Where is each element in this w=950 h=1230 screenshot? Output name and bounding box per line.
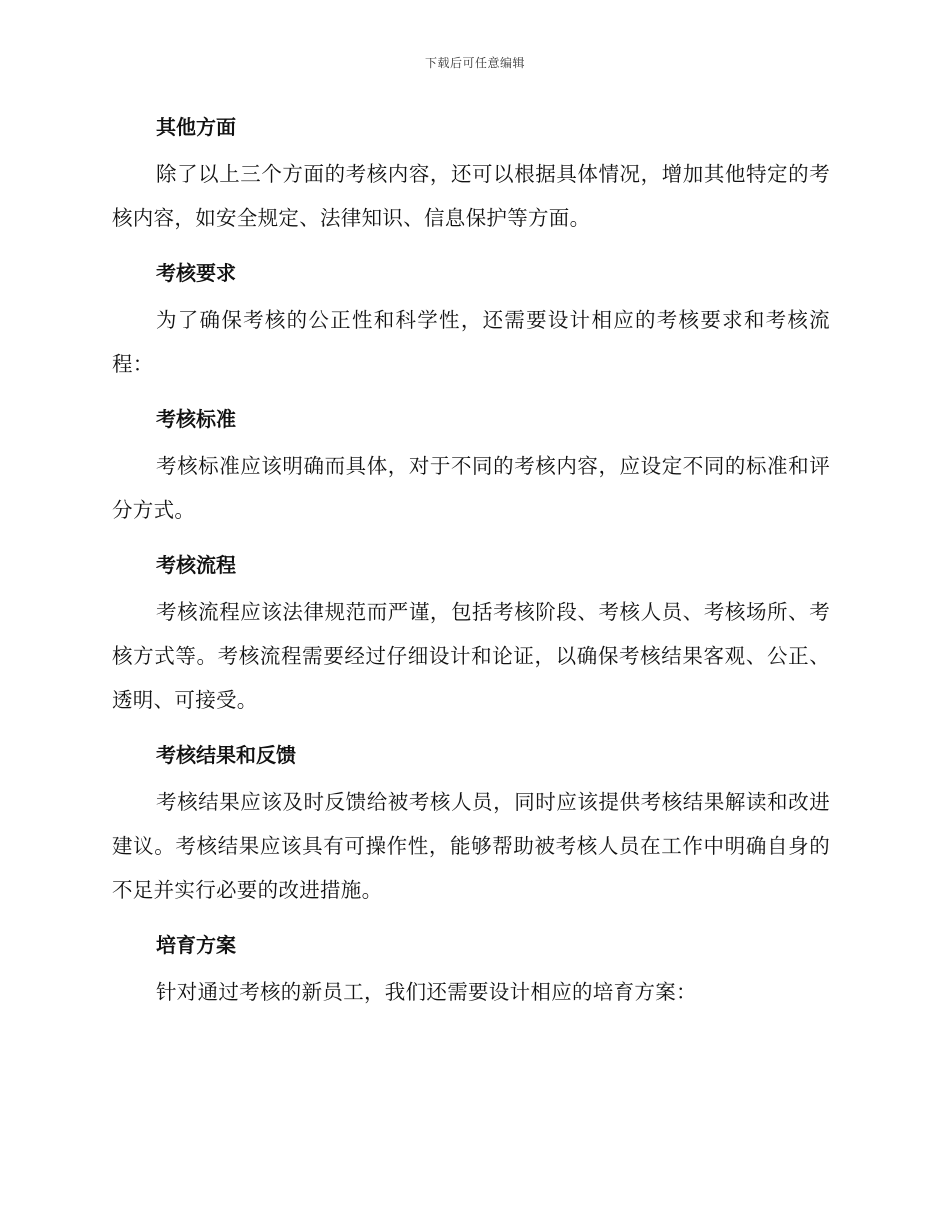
section-heading: 考核要求	[156, 261, 236, 285]
spacer	[112, 722, 830, 740]
section-heading: 考核标准	[156, 407, 236, 431]
section-heading: 考核结果和反馈	[156, 743, 296, 767]
spacer	[112, 532, 830, 550]
section-paragraph: 考核结果应该及时反馈给被考核人员，同时应该提供考核结果解读和改进建议。考核结果应该具有可操作性，能够帮助被考核人员在工作中明确自身的不足并实行必要的改进措施。	[112, 790, 830, 902]
spacer	[112, 240, 830, 258]
spacer	[112, 386, 830, 404]
section-paragraph: 针对通过考核的新员工，我们还需要设计相应的培育方案：	[156, 980, 697, 1004]
section-heading: 其他方面	[156, 115, 236, 139]
section-heading: 培育方案	[156, 933, 236, 957]
section-paragraph: 除了以上三个方面的考核内容，还可以根据具体情况，增加其他特定的考核内容，如安全规定、法律知识、信息保护等方面。	[112, 162, 830, 230]
spacer	[112, 912, 830, 930]
page-header: 下载后可任意编辑	[424, 56, 525, 70]
section-paragraph: 为了确保考核的公正性和科学性，还需要设计相应的考核要求和考核流程：	[112, 308, 830, 376]
section-paragraph: 考核标准应该明确而具体，对于不同的考核内容，应设定不同的标准和评分方式。	[112, 454, 830, 522]
section-paragraph: 考核流程应该法律规范而严谨，包括考核阶段、考核人员、考核场所、考核方式等。考核流程需要经过仔细设计和论证，以确保考核结果客观、公正、透明、可接受。	[112, 600, 830, 712]
section-heading: 考核流程	[156, 553, 236, 577]
document-body	[112, 112, 830, 1014]
